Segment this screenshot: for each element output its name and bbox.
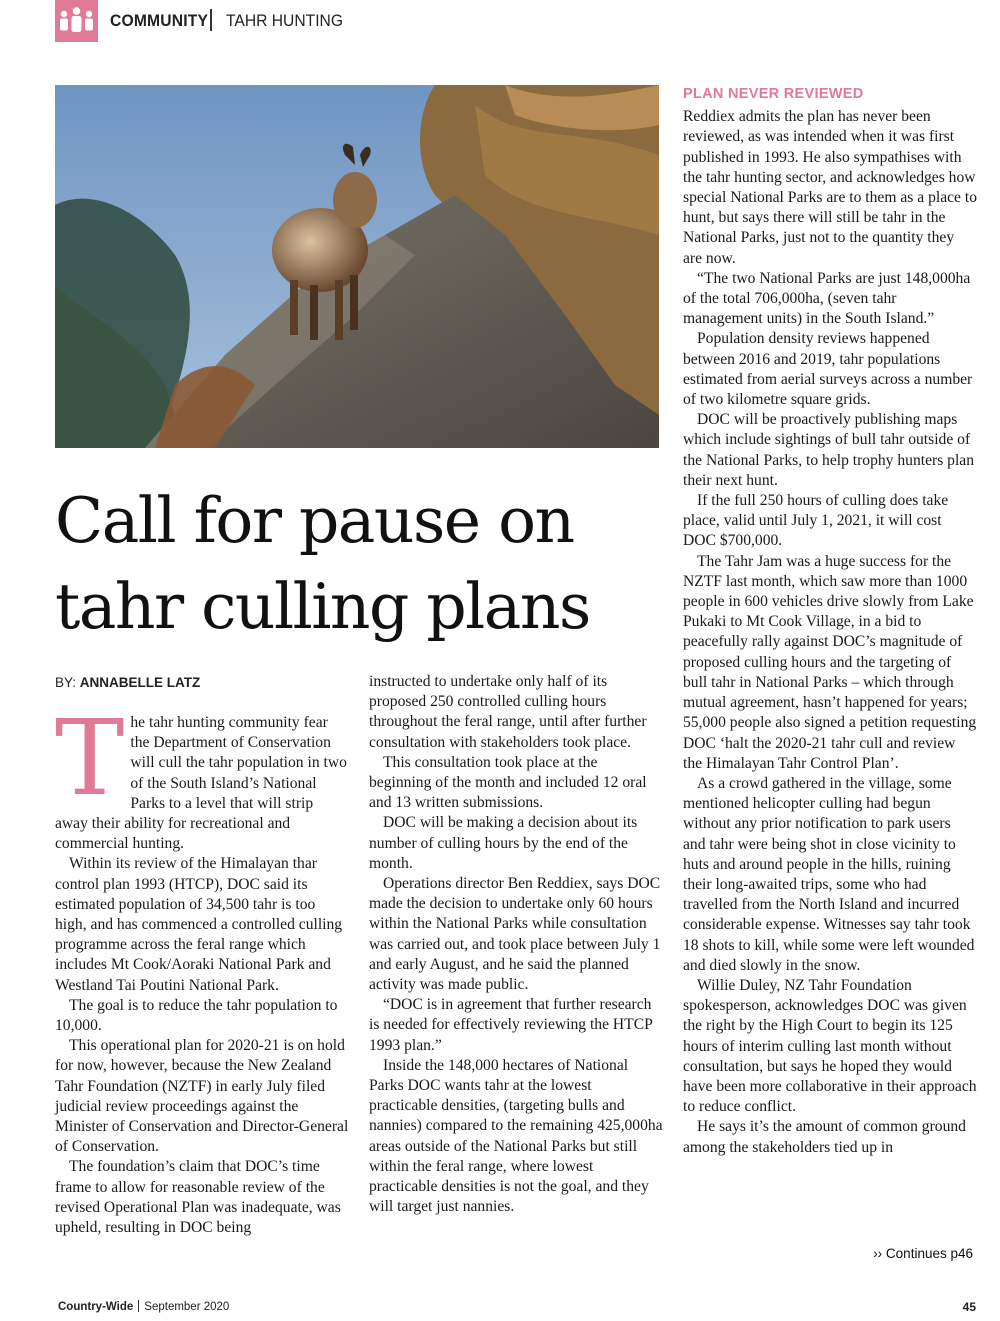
paragraph: Reddiex admits the plan has never been reviewed, as was intended when it was first published in 1993. He also sympathises with the tahr hunting sector, and acknowledges how special National Parks are to them as a place to hunt, but says there will still be tahr in the National Parks, just not to the quantity they are now. [683,108,978,267]
drop-cap: T [55,697,125,819]
paragraph: Inside the 148,000 hectares of National Parks DOC wants tahr at the lowest practicable densities, (targeting bulls and nannies) compared to the remaining 425,000ha areas outside of the National Parks but still within the feral range, where lowest practicable densities is not the goal, and they will target just nannies. [369,1056,663,1216]
title-line-2: tahr culling plans [55,570,590,643]
byline-prefix: BY: [55,675,77,690]
paragraph: The foundation’s claim that DOC’s time frame to allow for reasonable review of the revised Operational Plan was inadequate, was upheld, resulting in DOC being [55,1158,341,1237]
footer-divider [138,1300,139,1312]
continues-link[interactable]: ›› Continues p46 [873,1246,973,1261]
paragraph: If the full 250 hours of culling does take place, valid until July 1, 2021, it will cost DOC $700,000. [683,492,949,550]
paragraph: Operations director Ben Reddiex, says DOC made the decision to undertake only 60 hours within the National Parks while consultation was carried out, and took place between July 1 and early August, and he said the planned activity was made public. [369,875,661,994]
page-number: 45 [962,1300,976,1314]
section-label: COMMUNITY [110,11,209,30]
paragraph: instructed to undertake only half of its proposed 250 controlled culling hours throughout the feral range, until after further consultation with stakeholders took place. [369,673,647,751]
paragraph: DOC will be proactively publishing maps which include sightings of bull tahr outside of the National Parks, to help trophy hunters plan their next hunt. [683,411,975,489]
paragraph: This consultation took place at the beginning of the month and included 12 oral and 13 written submissions. [369,753,647,812]
paragraph: DOC will be making a decision about its number of culling hours by the end of the month. [369,814,638,872]
column-3 [683,84,977,1158]
paragraph: he tahr hunting community fear the Department of Conservation will cull the tahr population in two of the South Island’s National Parks to a level that will strip away their ability for recreational and commercial hunting. [55,714,347,853]
paragraph: “The two National Parks are just 148,000ha of the total 706,000ha, (seven tahr management units) in the South Island.” [683,269,971,328]
topic-label: TAHR HUNTING [226,11,344,30]
paragraph: The Tahr Jam was a huge success for the NZTF last month, which saw more than 1000 people in 600 vehicles drive slowly from Lake Pukaki to Mt Cook Village, in a bid to peacefully rally against DOC’s magnitude of proposed culling hours and the targeting of bull tahr in National Parks – which through mutual agreement, hasn’t happened for years; 55,000 people also signed a petition requesting DOC ‘halt the 2020-21 tahr cull and review the Himalayan Tahr Control Plan’. [683,552,977,772]
title-line-1: Call for pause on [55,484,574,557]
community-people-icon [55,0,98,42]
byline-author: ANNABELLE LATZ [79,675,201,690]
article-title [55,478,665,650]
issue-date: September 2020 [144,1301,230,1313]
publication-name: Country-Wide [58,1301,134,1313]
paragraph: The goal is to reduce the tahr population to 10,000. [55,996,338,1035]
paragraph: Willie Duley, NZ Tahr Foundation spokesperson, acknowledges DOC was given the right by the High Court to begin its 125 hours of interim culling last month without consultation, but says he hoped they would have been more collaborative in their approach to reduce conflict. [683,976,977,1116]
paragraph: As a crowd gathered in the village, some mentioned helicopter culling had begun without any prior notification to park users and tahr were being shot in close vicinity to huts and around people in the hills, ruining their long-awaited trips, some who had travelled from the North Island and incurred considerable expense. Witnesses say tahr took 18 shots to kill, while some were left wounded and died slowly in the snow. [683,774,975,974]
paragraph: He says it’s the amount of common ground among the stakeholders tied up in [683,1118,966,1156]
column-2 [369,672,663,1217]
paragraph: Population density reviews happened between 2016 and 2019, tahr populations estimated from aerial surveys across a number of two kilometre square grids. [683,330,973,409]
subheading: PLAN NEVER REVIEWED [683,86,864,102]
byline [55,675,200,690]
paragraph: Within its review of the Himalayan thar control plan 1993 (HTCP), DOC said its estimated population of 34,500 tahr is too high, and has commenced a controlled culling programme across the feral range which includes Mt Cook/Aoraki National Park and Westland Tai Poutini National Park. [55,855,343,994]
paragraph: This operational plan for 2020-21 is on hold for now, however, because the New Zealand Tahr Foundation (NZTF) in early July filed judicial review proceedings against the Minister of Conservation and Director-General of Conservation. [55,1037,349,1156]
column-1 [55,697,349,1238]
tahr-photo [55,85,659,448]
paragraph: “DOC is in agreement that further research is needed for effectively reviewing the HTCP 1993 plan.” [369,996,653,1054]
footer [58,1300,229,1313]
header-divider [210,9,212,31]
